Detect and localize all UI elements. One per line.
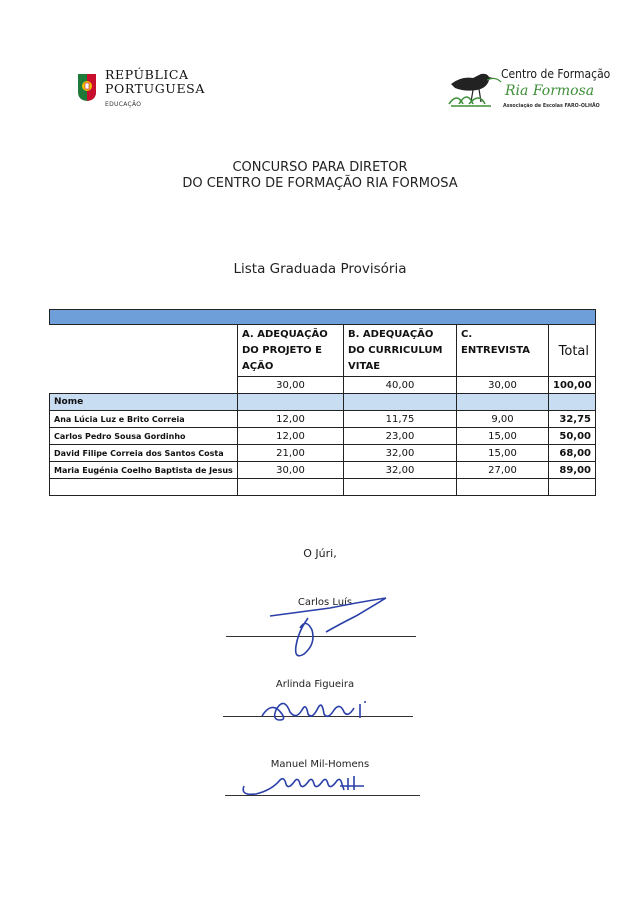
column-header-b: B. ADEQUAÇÃO DO CURRICULUM VITAE bbox=[344, 325, 457, 377]
jury-member-name: Arlinda Figueira bbox=[275, 679, 355, 690]
column-header-total: Total bbox=[549, 325, 596, 377]
score-b: 23,00 bbox=[344, 428, 457, 445]
weight-a: 30,00 bbox=[238, 377, 344, 394]
gov-name-line2: PORTUGUESA bbox=[105, 81, 205, 96]
score-total: 50,00 bbox=[549, 428, 596, 445]
jury-member-name: Carlos Luís bbox=[297, 597, 353, 608]
weights-row bbox=[50, 377, 596, 394]
title-line2: DO CENTRO DE FORMAÇÃO RIA FORMOSA bbox=[182, 176, 458, 191]
weight-total: 100,00 bbox=[549, 377, 596, 394]
candidate-name: Carlos Pedro Sousa Gordinho bbox=[50, 428, 238, 445]
centro-formacao-logo bbox=[447, 62, 611, 118]
score-total: 68,00 bbox=[549, 445, 596, 462]
weight-b: 40,00 bbox=[344, 377, 457, 394]
graded-list-table bbox=[49, 309, 596, 496]
score-total: 89,00 bbox=[549, 462, 596, 479]
name-header: Nome bbox=[50, 394, 238, 411]
table-row bbox=[50, 462, 596, 479]
score-b: 32,00 bbox=[344, 462, 457, 479]
republica-portuguesa-flag-icon bbox=[76, 72, 98, 102]
table-header-band bbox=[50, 310, 596, 325]
table-row-empty bbox=[50, 479, 596, 496]
document-title bbox=[0, 160, 640, 192]
column-header-c: C. ENTREVISTA bbox=[457, 325, 549, 377]
weight-c: 30,00 bbox=[457, 377, 549, 394]
score-c: 15,00 bbox=[457, 445, 549, 462]
jury-label: O Júri, bbox=[303, 547, 337, 560]
republica-portuguesa-name bbox=[105, 68, 205, 96]
table-column-headers bbox=[50, 325, 596, 377]
score-a: 12,00 bbox=[238, 428, 344, 445]
document-subtitle: Lista Graduada Provisória bbox=[233, 261, 407, 277]
gov-name-line1: REPÚBLICA bbox=[105, 67, 189, 82]
column-header-a: A. ADEQUAÇÃO DO PROJETO E AÇÃO bbox=[238, 325, 344, 377]
score-c: 27,00 bbox=[457, 462, 549, 479]
score-b: 11,75 bbox=[344, 411, 457, 428]
score-a: 12,00 bbox=[238, 411, 344, 428]
candidate-name: Maria Eugénia Coelho Baptista de Jesus bbox=[50, 462, 238, 479]
title-line1: CONCURSO PARA DIRETOR bbox=[232, 160, 408, 175]
score-total: 32,75 bbox=[549, 411, 596, 428]
score-c: 9,00 bbox=[457, 411, 549, 428]
signature-image bbox=[260, 588, 400, 668]
gov-department: EDUCAÇÃO bbox=[105, 101, 142, 108]
candidate-name: Ana Lúcia Luz e Brito Correia bbox=[50, 411, 238, 428]
name-header-row bbox=[50, 394, 596, 411]
table-row bbox=[50, 411, 596, 428]
signature-image bbox=[250, 690, 380, 730]
table-row bbox=[50, 428, 596, 445]
score-a: 21,00 bbox=[238, 445, 344, 462]
table-row bbox=[50, 445, 596, 462]
logo-text-line2: Ria Formosa bbox=[505, 83, 595, 99]
score-a: 30,00 bbox=[238, 462, 344, 479]
score-b: 32,00 bbox=[344, 445, 457, 462]
signature-image bbox=[236, 768, 386, 804]
jury-member-name: Manuel Mil-Homens bbox=[270, 759, 370, 770]
score-c: 15,00 bbox=[457, 428, 549, 445]
candidate-name: David Filipe Correia dos Santos Costa bbox=[50, 445, 238, 462]
logo-text-line3: Associação de Escolas FARO-OLHÃO bbox=[503, 104, 600, 109]
logo-text-line1: Centro de Formação bbox=[501, 67, 611, 81]
